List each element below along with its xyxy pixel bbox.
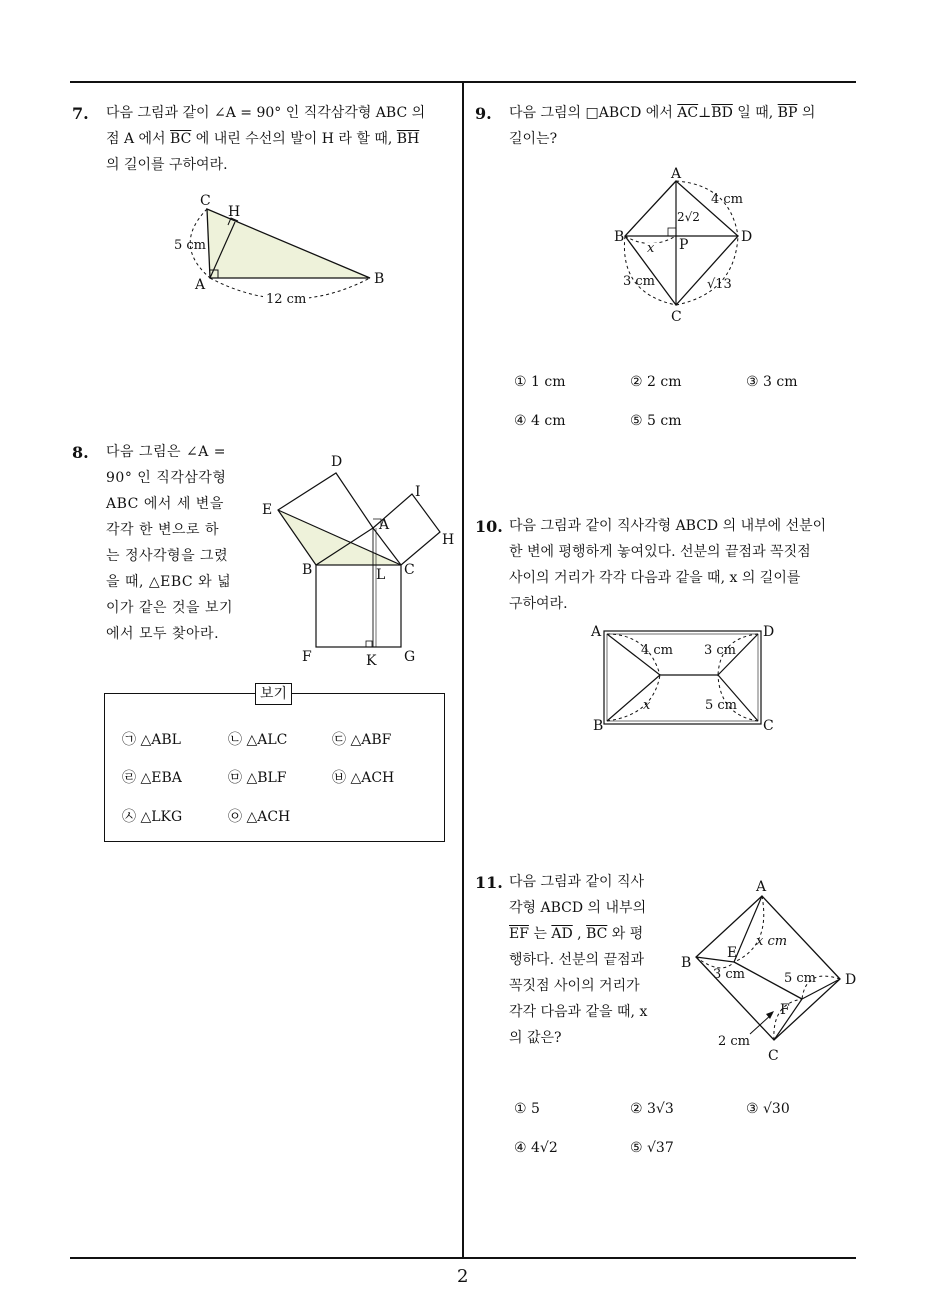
q10-seg-b xyxy=(607,675,660,721)
page-number: 2 xyxy=(457,1266,469,1287)
bogi-item: ㉧ △ACH xyxy=(228,809,291,825)
q11-line: 다음 그림과 같이 직사 xyxy=(509,874,645,890)
q8-label-h: H xyxy=(442,532,455,548)
q7-label-5cm: 5 cm xyxy=(174,238,207,253)
q11-line: 행하다. 선분의 끝점과 xyxy=(509,952,645,968)
q9-label-p: P xyxy=(679,237,689,253)
q11-label-2cm: 2 cm xyxy=(718,1034,751,1049)
q11-label-5cm: 5 cm xyxy=(784,971,817,986)
q7-label-h: H xyxy=(228,204,241,220)
q8-line: 에서 모두 찾아라. xyxy=(106,626,220,642)
q10-label-5cm: 5 cm xyxy=(705,698,738,713)
q8-number: 8. xyxy=(72,443,89,462)
q8-label-k: K xyxy=(366,653,377,669)
bogi-item: ㉢ △ABF xyxy=(332,732,392,748)
q11-label-d: D xyxy=(845,972,857,988)
q10-label-c: C xyxy=(763,718,774,734)
q11-label-xcm: x cm xyxy=(756,934,788,949)
q8-label-f: F xyxy=(302,649,312,665)
q8-label-d: D xyxy=(331,454,343,470)
q7-label-b: B xyxy=(374,271,385,287)
q8-line: 이가 같은 것을 보기 xyxy=(106,600,234,616)
q10-line: 사이의 거리가 각각 다음과 같을 때, x 의 길이를 xyxy=(509,570,801,586)
q9-label-b: B xyxy=(614,229,625,245)
q10-rect-outer xyxy=(604,631,761,724)
bogi-item: ㉡ △ALC xyxy=(228,732,288,748)
q7-line3: 의 길이를 구하여라. xyxy=(106,157,228,173)
q9-choice-2[interactable]: ② 2 cm xyxy=(630,374,682,390)
q11-label-e: E xyxy=(727,945,738,961)
q10-text xyxy=(509,513,869,617)
q10-label-4cm: 4 cm xyxy=(641,643,674,658)
q8-label-a: A xyxy=(379,517,390,533)
q11-seg-ea xyxy=(734,896,762,962)
q11-line: 각각 다음과 같을 때, x xyxy=(509,1004,648,1020)
bogi-item: ㉥ △ACH xyxy=(332,770,395,786)
q8-line: 다음 그림은 ∠A = xyxy=(106,444,227,460)
q9-choice-4[interactable]: ④ 4 cm xyxy=(514,413,566,429)
q8-line: 을 때, △EBC 와 넓 xyxy=(106,574,232,590)
bogi-item: ㉠ △ABL xyxy=(122,732,181,748)
q8-right-angle-k xyxy=(366,641,372,647)
q8-line: ABC 에서 세 변을 xyxy=(106,496,224,512)
q11-label-a: A xyxy=(756,879,767,895)
q9-choice-5[interactable]: ⑤ 5 cm xyxy=(630,413,682,429)
q9-choice-3[interactable]: ③ 3 cm xyxy=(746,374,798,390)
q8-line: 각각 한 변으로 하 xyxy=(106,522,220,538)
q11-label-3cm: 3 cm xyxy=(713,967,746,982)
q7-label-c: C xyxy=(200,193,211,209)
q11-label-c: C xyxy=(768,1048,779,1064)
q9-label-3cm: 3 cm xyxy=(623,274,656,289)
q8-label-c: C xyxy=(404,562,415,578)
q9-label-2root2: 2√2 xyxy=(677,210,700,224)
q10-label-b: B xyxy=(593,718,604,734)
q10-line: 구하여라. xyxy=(509,596,568,612)
q8-label-g: G xyxy=(404,649,416,665)
bogi-title: 보기 xyxy=(255,683,292,705)
q9-number: 9. xyxy=(475,104,492,123)
q9-label-x: x xyxy=(647,241,655,256)
q9-line2: 길이는? xyxy=(509,131,558,147)
q11-line: 각형 ABCD 의 내부의 xyxy=(509,900,647,916)
bottom-rule xyxy=(70,1257,856,1259)
q8-figure xyxy=(255,448,465,678)
q7-figure xyxy=(160,185,400,315)
q11-label-b: B xyxy=(681,955,692,971)
q11-line: 꼭짓점 사이의 거리가 xyxy=(509,978,640,994)
q11-choice-2[interactable]: ② 3√3 xyxy=(630,1101,674,1117)
q7-number: 7. xyxy=(72,104,89,123)
q10-label-a: A xyxy=(591,624,602,640)
bogi-item: ㉤ △BLF xyxy=(228,770,287,786)
q9-label-root13: √13 xyxy=(707,277,732,292)
q9-line1: 다음 그림의 □ABCD 에서 $\overline{AC}\perp\overline{BD}$ 일 때, $\overline{BP}$ 의 xyxy=(509,105,816,121)
q8-line: 는 정사각형을 그렸 xyxy=(106,548,229,564)
q7-line2: 점 A 에서 $\overline{BC}$ 에 내린 수선의 발이 H 라 할 때, $\overline{BH}$ xyxy=(106,131,420,147)
q11-choice-1[interactable]: ① 5 xyxy=(514,1101,540,1117)
q9-figure xyxy=(605,163,765,328)
q7-text xyxy=(106,100,451,178)
q11-label-f: F xyxy=(780,1002,790,1018)
q11-line: 의 값은? xyxy=(509,1030,562,1046)
q8-label-l: L xyxy=(376,567,386,583)
q8-label-i: I xyxy=(415,484,421,500)
q9-choice-1[interactable]: ① 1 cm xyxy=(514,374,566,390)
q9-label-a: A xyxy=(671,166,682,182)
q8-square-bc xyxy=(316,565,401,647)
q11-figure xyxy=(676,876,866,1071)
q10-figure xyxy=(588,620,788,738)
q11-number: 11. xyxy=(475,873,503,892)
q11-text xyxy=(509,869,664,1051)
q11-choice-5[interactable]: ⑤ √37 xyxy=(630,1140,674,1156)
q7-label-a: A xyxy=(195,277,206,293)
bogi-item: ㉣ △EBA xyxy=(122,770,182,786)
q10-label-d: D xyxy=(763,624,775,640)
q10-label-3cm: 3 cm xyxy=(704,643,737,658)
q10-line: 다음 그림과 같이 직사각형 ABCD 의 내부에 선분이 xyxy=(509,518,827,534)
q8-label-e: E xyxy=(262,502,273,518)
q10-number: 10. xyxy=(475,517,503,536)
q7-label-12cm: 12 cm xyxy=(266,292,307,307)
q9-text xyxy=(509,100,854,152)
q11-choice-3[interactable]: ③ √30 xyxy=(746,1101,790,1117)
q11-line: $\overline{EF}$ 는 $\overline{AD}$ , $\overline{BC}$ 와 평 xyxy=(509,926,644,942)
q8-label-b: B xyxy=(302,562,313,578)
q9-right-angle-p xyxy=(668,228,676,236)
q7-line1: 다음 그림과 같이 ∠A = 90° 인 직각삼각형 ABC 의 xyxy=(106,105,426,121)
q8-line: 90° 인 직각삼각형 xyxy=(106,470,227,486)
q10-label-x: x xyxy=(643,698,651,713)
q10-line: 한 변에 평행하게 놓여있다. 선분의 끝점과 꼭짓점 xyxy=(509,544,811,560)
q9-label-4cm: 4 cm xyxy=(711,192,744,207)
q11-choice-4[interactable]: ④ 4√2 xyxy=(514,1140,558,1156)
q9-label-d: D xyxy=(741,229,753,245)
q9-label-c: C xyxy=(671,309,682,325)
q8-text xyxy=(106,439,246,647)
bogi-item: ㉦ △LKG xyxy=(122,809,183,825)
